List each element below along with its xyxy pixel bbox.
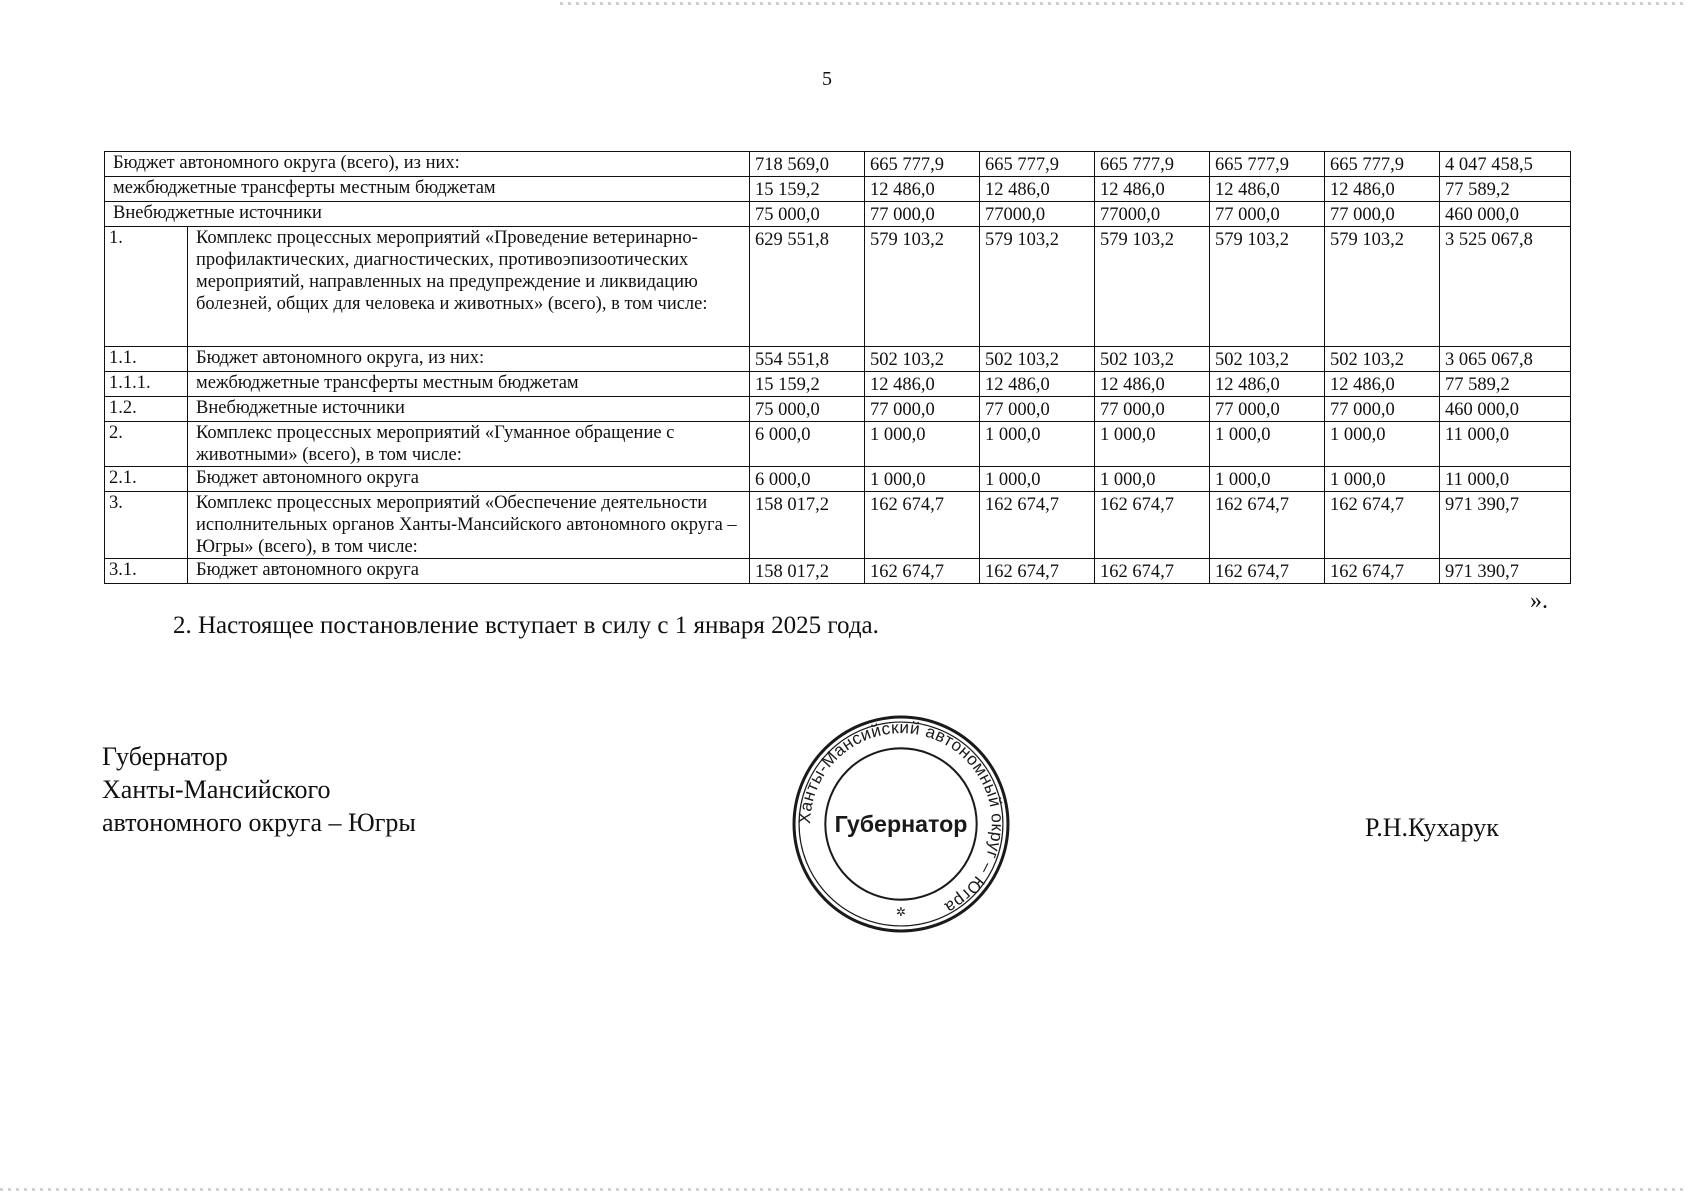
value-cell: 12 486,0 [980,177,1095,202]
value-cell: 1 000,0 [865,467,980,492]
table-row [105,227,1571,347]
row-name-cell: Бюджет автономного округа (всего), из них: [105,152,750,177]
value-cell: 665 777,9 [865,152,980,177]
value-cell: 1 000,0 [980,467,1095,492]
row-name-cell: Бюджет автономного округа [188,467,750,492]
row-name-cell: Внебюджетные источники [105,202,750,227]
effective-date-clause: 2. Настоящее постановление вступает в силу с 1 января 2025 года. [173,612,879,639]
value-cell: 77 000,0 [1210,202,1325,227]
budget-table [104,151,1571,584]
table-row [105,422,1571,467]
value-cell: 77 000,0 [1325,397,1440,422]
row-name-cell: межбюджетные трансферты местным бюджетам [188,372,750,397]
value-cell: 502 103,2 [1210,347,1325,372]
value-cell: 579 103,2 [1210,227,1325,347]
row-code-cell: 2.1. [105,467,188,492]
value-cell: 162 674,7 [980,492,1095,559]
seal-center-text: Губернатор [834,811,968,838]
table-row [105,492,1571,559]
value-cell: 12 486,0 [1325,372,1440,397]
value-cell: 77 000,0 [1095,397,1210,422]
value-cell: 579 103,2 [1095,227,1210,347]
scan-edge-top [560,2,1686,5]
value-cell: 162 674,7 [1210,492,1325,559]
value-cell: 629 551,8 [750,227,865,347]
official-seal [790,713,1012,935]
value-cell: 15 159,2 [750,372,865,397]
value-cell: 1 000,0 [1210,422,1325,467]
value-cell: 502 103,2 [980,347,1095,372]
value-cell: 11 000,0 [1440,467,1571,492]
value-cell: 6 000,0 [750,467,865,492]
value-cell: 12 486,0 [1210,372,1325,397]
row-code-cell: 1. [105,227,188,347]
value-cell: 158 017,2 [750,559,865,584]
signatory-title-line: Губернатор [102,742,228,771]
value-cell: 12 486,0 [1095,372,1210,397]
value-cell: 15 159,2 [750,177,865,202]
row-code-cell: 1.1. [105,347,188,372]
value-cell: 162 674,7 [1210,559,1325,584]
row-name-cell: Комплекс процессных мероприятий «Обеспечение деятельности исполнительных органов Ханты-Мансийского автономного округа – Югры» (всего), в том числе: [188,492,750,559]
value-cell: 77000,0 [980,202,1095,227]
value-cell: 162 674,7 [1325,492,1440,559]
value-cell: 1 000,0 [1325,422,1440,467]
value-cell: 1 000,0 [865,422,980,467]
table-row [105,467,1571,492]
value-cell: 12 486,0 [980,372,1095,397]
value-cell: 162 674,7 [980,559,1095,584]
value-cell: 579 103,2 [980,227,1095,347]
value-cell: 12 486,0 [865,372,980,397]
value-cell: 77 000,0 [980,397,1095,422]
value-cell: 162 674,7 [1325,559,1440,584]
value-cell: 460 000,0 [1440,397,1571,422]
value-cell: 1 000,0 [1210,467,1325,492]
value-cell: 12 486,0 [1325,177,1440,202]
scan-edge-bottom [0,1188,1686,1191]
value-cell: 75 000,0 [750,202,865,227]
value-cell: 1 000,0 [1325,467,1440,492]
row-name-cell: Бюджет автономного округа [188,559,750,584]
value-cell: 665 777,9 [1325,152,1440,177]
value-cell: 1 000,0 [980,422,1095,467]
row-name-cell: Комплекс процессных мероприятий «Проведение ветеринарно-профилактических, диагностических, противоэпизоотических мероприятий, направленных на предупреждение и ликвидацию болезней, общих для человека и животных» (всего), в том числе: [188,227,750,347]
seal-ring-text: Ханты-Мансийский автономный округ – Югра [794,717,1008,919]
value-cell: 502 103,2 [1095,347,1210,372]
value-cell: 665 777,9 [980,152,1095,177]
value-cell: 12 486,0 [865,177,980,202]
value-cell: 11 000,0 [1440,422,1571,467]
value-cell: 77 589,2 [1440,372,1571,397]
signatory-title-line: автономного округа – Югры [102,808,416,837]
value-cell: 6 000,0 [750,422,865,467]
value-cell: 162 674,7 [1095,559,1210,584]
row-code-cell: 1.1.1. [105,372,188,397]
row-name-cell: Внебюджетные источники [188,397,750,422]
row-name-cell: Комплекс процессных мероприятий «Гуманное обращение с животными» (всего), в том числе: [188,422,750,467]
row-name-cell: межбюджетные трансферты местным бюджетам [105,177,750,202]
table-row [105,347,1571,372]
value-cell: 77 000,0 [865,202,980,227]
value-cell: 12 486,0 [1210,177,1325,202]
value-cell: 971 390,7 [1440,492,1571,559]
value-cell: 502 103,2 [1325,347,1440,372]
value-cell: 971 390,7 [1440,559,1571,584]
value-cell: 718 569,0 [750,152,865,177]
value-cell: 162 674,7 [865,492,980,559]
signatory-title [102,740,416,839]
value-cell: 162 674,7 [865,559,980,584]
row-code-cell: 1.2. [105,397,188,422]
signatory-title-line: Ханты-Мансийского [102,775,331,804]
table-row [105,397,1571,422]
value-cell: 579 103,2 [865,227,980,347]
row-name-cell: Бюджет автономного округа, из них: [188,347,750,372]
value-cell: 665 777,9 [1095,152,1210,177]
table-row [105,202,1571,227]
table-row [105,559,1571,584]
page-number: 5 [822,68,832,90]
value-cell: 75 000,0 [750,397,865,422]
value-cell: 579 103,2 [1325,227,1440,347]
value-cell: 1 000,0 [1095,467,1210,492]
row-code-cell: 3.1. [105,559,188,584]
value-cell: 3 525 067,8 [1440,227,1571,347]
signatory-name: Р.Н.Кухарук [1365,813,1499,842]
value-cell: 158 017,2 [750,492,865,559]
value-cell: 665 777,9 [1210,152,1325,177]
value-cell: 4 047 458,5 [1440,152,1571,177]
value-cell: 77 000,0 [1210,397,1325,422]
value-cell: 554 551,8 [750,347,865,372]
value-cell: 77000,0 [1095,202,1210,227]
value-cell: 460 000,0 [1440,202,1571,227]
table-row [105,372,1571,397]
value-cell: 502 103,2 [865,347,980,372]
table-row [105,177,1571,202]
value-cell: 12 486,0 [1095,177,1210,202]
value-cell: 77 000,0 [865,397,980,422]
value-cell: 1 000,0 [1095,422,1210,467]
value-cell: 77 589,2 [1440,177,1571,202]
value-cell: 77 000,0 [1325,202,1440,227]
value-cell: 3 065 067,8 [1440,347,1571,372]
seal-star-icon: ✲ [895,904,907,919]
value-cell: 162 674,7 [1095,492,1210,559]
closing-quote: ». [1530,588,1548,614]
row-code-cell: 2. [105,422,188,467]
table-row [105,152,1571,177]
row-code-cell: 3. [105,492,188,559]
